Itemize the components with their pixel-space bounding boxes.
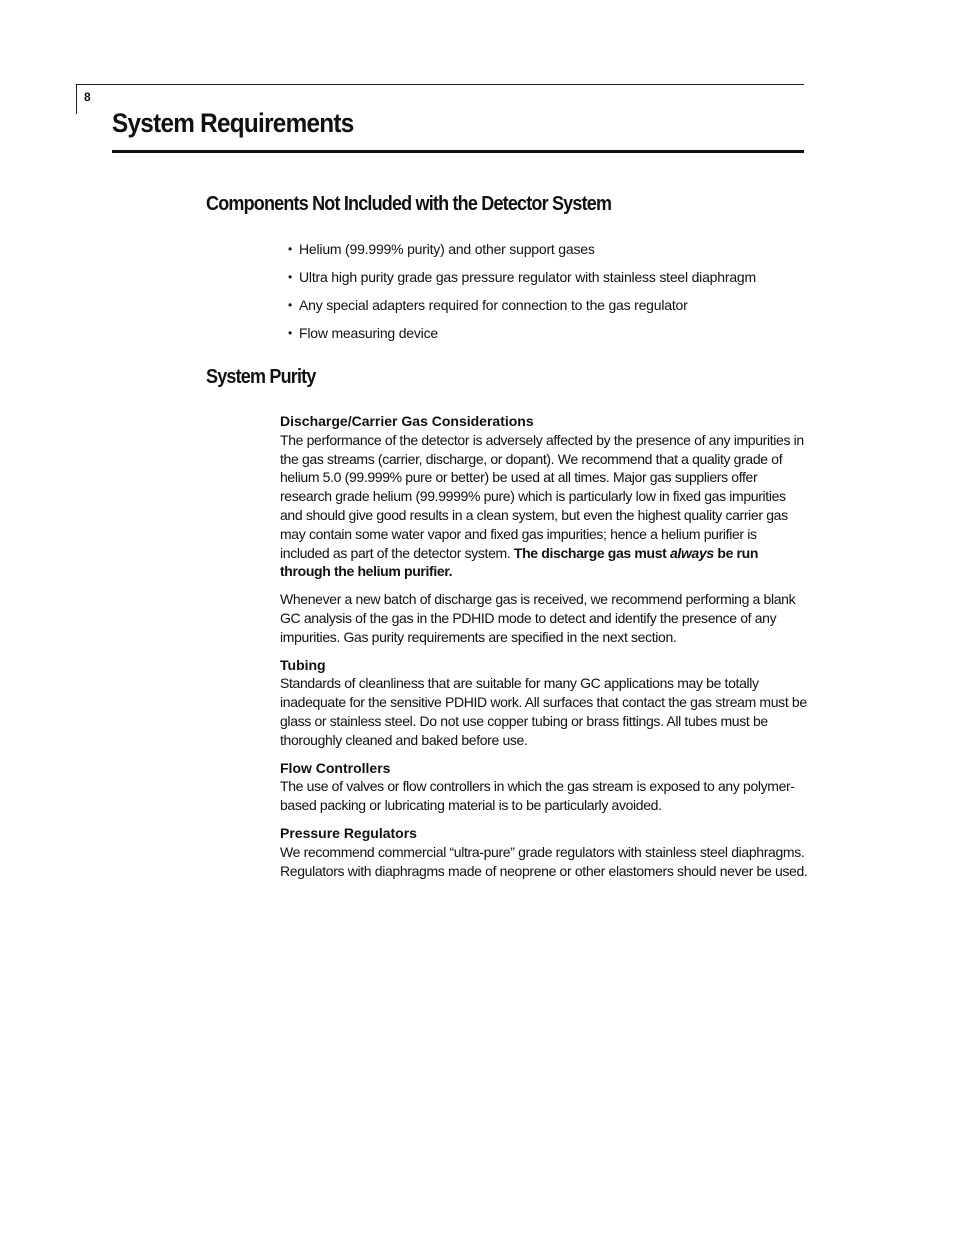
flow-controllers-paragraph: The use of valves or flow controllers in which the gas stream is exposed to any polymer-based packing or lubricating material is to be particularly avoided. [280,778,795,814]
flow-controllers-heading: Flow Controllers [280,759,391,776]
discharge-paragraph-1-text: The performance of the detector is adversely affected by the presence of any impurities in the gas streams (carrier, discharge, or dopant). We recommend that a quality grade of helium 5.0 (99.999% pure or better) be used at all times. Major gas suppliers offer research grade helium (99.9999% pure) which is particularly low in fixed gas impurities and should give good results in a clean system, but even the highest quality carrier gas may contain some water vapor and fixed gas impurities; hence a helium purifier is included as part of the detector system. [280,431,804,561]
system-purity-body [280,412,808,889]
list-item-text: Helium (99.999% purity) and other support gases [299,241,595,257]
tubing-heading: Tubing [280,656,326,673]
header-top-rule [76,84,804,85]
pressure-regulators-section [280,824,808,880]
page-number: 8 [84,90,91,104]
list-item-text: Ultra high purity grade gas pressure regulator with stainless steel diaphragm [299,269,756,285]
discharge-heading: Discharge/Carrier Gas Considerations [280,413,534,429]
discharge-warning-always: always [670,544,714,561]
page-title: System Requirements [112,108,354,138]
header-side-rule [76,84,77,114]
discharge-warning-emphasis [670,545,714,561]
pressure-regulators-heading: Pressure Regulators [280,824,417,841]
list-item [288,322,756,350]
discharge-section [280,412,808,647]
tubing-section [280,656,808,750]
list-item [288,294,756,322]
components-list [288,238,756,350]
discharge-paragraph-2: Whenever a new batch of discharge gas is received, we recommend performing a blank GC analysis of the gas in the PDHID mode to detect and identify the presence of any impurities. Gas purity requirements are specified in the next section. [280,591,796,645]
list-item-text: Any special adapters required for connection to the gas regulator [299,297,688,313]
bullet-icon: • [288,242,293,256]
discharge-paragraph-1 [280,431,808,581]
list-item [288,238,756,266]
title-rule [112,150,804,153]
flow-controllers-section [280,759,808,815]
discharge-warning-b: be run through the helium purifier. [280,544,759,580]
bullet-icon: • [288,326,293,340]
components-heading: Components Not Included with the Detector System [206,193,612,215]
list-item [288,266,756,294]
system-purity-heading: System Purity [206,366,316,388]
bullet-icon: • [288,298,293,312]
discharge-warning-a: The discharge gas must [513,544,670,561]
tubing-paragraph: Standards of cleanliness that are suitable for many GC applications may be totally inadequate for the sensitive PDHID work. All surfaces that contact the gas stream must be glass or stainless steel. Do not use copper tubing or brass fittings. All tubes must be thoroughly cleaned and baked before use. [280,675,807,748]
pressure-regulators-paragraph: We recommend commercial “ultra-pure” grade regulators with stainless steel diaphragms. Regulators with diaphragms made of neoprene or other elastomers should never be used. [280,843,808,879]
list-item-text: Flow measuring device [299,325,438,341]
bullet-icon: • [288,270,293,284]
